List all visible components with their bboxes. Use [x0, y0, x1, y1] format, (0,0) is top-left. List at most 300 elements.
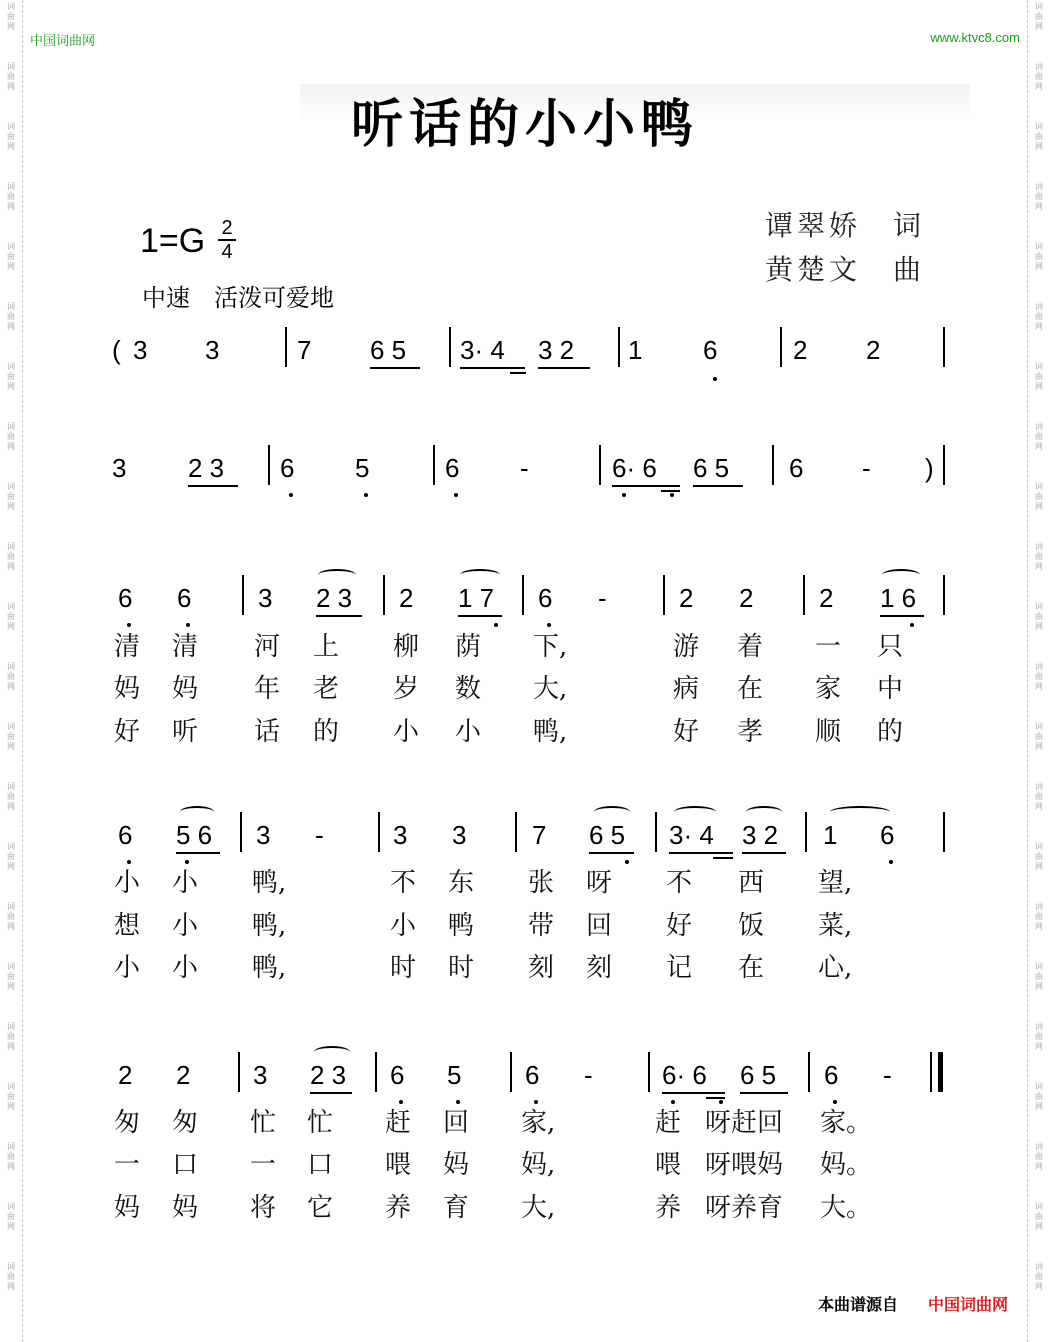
watermark-char: 曲 — [7, 432, 15, 441]
watermark-char: 网 — [1035, 442, 1043, 451]
watermark-char: 词 — [1035, 362, 1043, 371]
watermark-char: 网 — [1035, 382, 1043, 391]
watermark-char: 网 — [7, 1042, 15, 1051]
watermark-char: 网 — [1035, 1162, 1043, 1171]
lyric-syllable: 想 — [114, 911, 141, 941]
lyric-syllable: 回 — [586, 911, 613, 941]
underline-beam — [370, 367, 420, 369]
watermark-unit — [1035, 600, 1043, 660]
watermark-char: 网 — [7, 502, 15, 511]
time-signature — [218, 218, 236, 262]
note: 6 5 — [740, 1060, 777, 1090]
note: 6 — [703, 335, 718, 365]
watermark-unit — [1035, 1020, 1043, 1080]
watermark-unit — [7, 1020, 15, 1080]
watermark-char: 曲 — [1035, 1092, 1043, 1101]
lyric-syllable: 只 — [877, 632, 904, 662]
watermark-char: 曲 — [7, 912, 15, 921]
watermark-unit — [7, 360, 15, 420]
lyric-syllable: 它 — [307, 1193, 334, 1223]
watermark-char: 网 — [7, 922, 15, 931]
lyric-syllable: 记 — [666, 953, 693, 983]
watermark-char: 曲 — [7, 192, 15, 201]
watermark-char: 词 — [1035, 302, 1043, 311]
slur — [594, 806, 630, 818]
bar-line — [655, 812, 657, 852]
lyric-syllable: 妈, — [521, 1150, 556, 1180]
lyric-syllable: 心, — [818, 953, 853, 983]
watermark-unit — [7, 240, 15, 300]
watermark-char: 词 — [1035, 1142, 1043, 1151]
watermark-unit — [7, 1260, 15, 1320]
watermark-char: 曲 — [7, 312, 15, 321]
watermark-char: 曲 — [1035, 972, 1043, 981]
bar-line — [618, 327, 620, 367]
note: 6· 6 — [612, 453, 657, 483]
watermark-char: 词 — [7, 962, 15, 971]
lyric-syllable: 赶 — [385, 1108, 412, 1138]
bar-line — [803, 575, 805, 615]
note: 3· 4 — [460, 335, 505, 365]
watermark-char: 网 — [1035, 1282, 1043, 1291]
note: 6 — [280, 453, 295, 483]
bar-line — [449, 327, 451, 367]
underline-beam — [176, 852, 220, 854]
watermark-char: 词 — [7, 1082, 15, 1091]
watermark-char: 词 — [7, 542, 15, 551]
watermark-unit — [1035, 540, 1043, 600]
note: 1 — [628, 335, 643, 365]
watermark-unit — [7, 180, 15, 240]
underline-beam — [460, 367, 525, 369]
watermark-char: 网 — [1035, 22, 1043, 31]
lyric-syllable: 下, — [533, 632, 568, 662]
underline-beam — [589, 852, 634, 854]
watermark-char: 曲 — [7, 612, 15, 621]
watermark-char: 曲 — [7, 252, 15, 261]
note: - — [315, 820, 324, 850]
watermark-char: 词 — [1035, 242, 1043, 251]
watermark-char: 词 — [1035, 2, 1043, 11]
watermark-char: 词 — [1035, 842, 1043, 851]
note: - — [520, 453, 529, 483]
watermark-char: 网 — [1035, 202, 1043, 211]
watermark-unit — [7, 300, 15, 360]
watermark-char: 网 — [1035, 142, 1043, 151]
site-url[interactable]: www.ktvc8.com — [930, 30, 1020, 45]
slur — [318, 569, 356, 581]
octave-dot-low — [833, 1100, 837, 1104]
watermark-unit — [1035, 1260, 1043, 1320]
watermark-unit — [1035, 1080, 1043, 1140]
watermark-char: 曲 — [7, 132, 15, 141]
watermark-char: 网 — [7, 22, 15, 31]
watermark-char: 网 — [7, 142, 15, 151]
watermark-char: 曲 — [7, 372, 15, 381]
lyric-syllable: 妈 — [114, 1193, 141, 1223]
lyric-syllable: 妈 — [114, 674, 141, 704]
watermark-char: 曲 — [1035, 132, 1043, 141]
octave-dot-low — [185, 860, 189, 864]
lyric-syllable: 赶 — [655, 1108, 682, 1138]
watermark-char: 曲 — [1035, 672, 1043, 681]
tempo-marking: 中速 活泼可爱地 — [142, 284, 334, 312]
octave-dot-low — [364, 493, 368, 497]
watermark-char: 网 — [1035, 1222, 1043, 1231]
underline-beam — [458, 615, 502, 617]
lyric-syllable: 呀 — [586, 868, 613, 898]
octave-dot-low — [671, 1100, 675, 1104]
watermark-char: 词 — [7, 422, 15, 431]
lyric-syllable: 好 — [114, 717, 141, 747]
note: 3 — [256, 820, 271, 850]
watermark-char: 词 — [1035, 902, 1043, 911]
note: 6 — [118, 820, 133, 850]
watermark-unit — [7, 660, 15, 720]
note: 2 — [176, 1060, 191, 1090]
octave-dot-low — [713, 377, 717, 381]
lyric-syllable: 东 — [448, 868, 475, 898]
lyric-syllable: 养 — [655, 1193, 682, 1223]
lyric-syllable: 话 — [254, 717, 281, 747]
octave-dot-low — [454, 493, 458, 497]
lyric-syllable: 小 — [114, 953, 141, 983]
octave-dot-low — [622, 493, 626, 497]
watermark-char: 词 — [7, 122, 15, 131]
watermark-char: 网 — [1035, 682, 1043, 691]
lyric-syllable: 着 — [737, 632, 764, 662]
lyric-syllable: 妈 — [443, 1150, 470, 1180]
watermark-unit — [1035, 780, 1043, 840]
bar-line — [240, 812, 242, 852]
note: 3· 4 — [669, 820, 714, 850]
lyric-syllable: 鸭, — [533, 717, 568, 747]
note: 6 — [177, 583, 192, 613]
bar-line — [433, 445, 435, 485]
watermark-char: 词 — [1035, 782, 1043, 791]
watermark-char: 曲 — [7, 1032, 15, 1041]
watermark-char: 词 — [7, 2, 15, 11]
lyric-syllable: 喂 — [385, 1150, 412, 1180]
watermark-unit — [1035, 300, 1043, 360]
lyricist-credit: 谭翠娇 词 — [765, 209, 926, 242]
lyric-syllable: 匆 — [114, 1108, 141, 1138]
watermark-char: 曲 — [1035, 312, 1043, 321]
watermark-unit — [1035, 660, 1043, 720]
watermark-char: 网 — [1035, 982, 1043, 991]
watermark-char: 网 — [1035, 1042, 1043, 1051]
note: - — [883, 1060, 892, 1090]
lyric-syllable: 在 — [738, 953, 765, 983]
watermark-char: 词 — [1035, 962, 1043, 971]
watermark-char: 曲 — [7, 792, 15, 801]
lyric-syllable: 家。 — [820, 1108, 873, 1138]
note: 6 — [525, 1060, 540, 1090]
watermark-char: 曲 — [1035, 612, 1043, 621]
watermark-char: 曲 — [7, 852, 15, 861]
watermark-char: 网 — [7, 562, 15, 571]
lyric-syllable: 不 — [390, 868, 417, 898]
lyric-syllable: 口 — [172, 1150, 199, 1180]
lyric-syllable: 一 — [815, 632, 842, 662]
watermark-char: 网 — [1035, 562, 1043, 571]
bar-line — [648, 1052, 650, 1092]
lyric-syllable: 岁 — [393, 674, 420, 704]
watermark-char: 曲 — [7, 972, 15, 981]
watermark-char: 词 — [7, 1202, 15, 1211]
octave-dot-low — [186, 623, 190, 627]
watermark-char: 词 — [7, 1262, 15, 1271]
lyric-syllable: 好 — [673, 717, 700, 747]
watermark-char: 网 — [1035, 862, 1043, 871]
underline-beam — [740, 1092, 788, 1094]
lyric-syllable: 老 — [313, 674, 340, 704]
lyric-syllable: 鸭 — [448, 911, 475, 941]
octave-dot-low — [289, 493, 293, 497]
watermark-char: 曲 — [1035, 492, 1043, 501]
bar-line — [805, 812, 807, 852]
watermark-char: 网 — [7, 1222, 15, 1231]
watermark-char: 网 — [1035, 922, 1043, 931]
lyric-syllable: 上 — [313, 632, 340, 662]
watermark-char: 词 — [7, 662, 15, 671]
final-bar-thick — [938, 1052, 943, 1092]
note: 2 3 — [316, 583, 353, 613]
watermark-char: 词 — [7, 902, 15, 911]
watermark-unit — [7, 1080, 15, 1140]
lyric-syllable: 回 — [443, 1108, 470, 1138]
note: ( — [112, 335, 121, 365]
left-watermark-strip — [0, 0, 22, 1342]
lyric-syllable: 病 — [673, 674, 700, 704]
octave-dot-low — [399, 1100, 403, 1104]
octave-dot-low — [127, 623, 131, 627]
watermark-char: 词 — [1035, 542, 1043, 551]
lyric-syllable: 小 — [172, 868, 199, 898]
slur — [180, 806, 214, 818]
bar-line — [238, 1052, 240, 1092]
watermark-char: 词 — [7, 482, 15, 491]
watermark-char: 网 — [7, 1162, 15, 1171]
underline-beam — [880, 615, 924, 617]
octave-dot-low — [670, 493, 674, 497]
slur — [882, 569, 920, 581]
note: 3 — [133, 335, 148, 365]
lyric-syllable: 游 — [673, 632, 700, 662]
watermark-char: 网 — [7, 622, 15, 631]
watermark-char: 词 — [1035, 662, 1043, 671]
bar-line — [943, 812, 945, 852]
note: - — [862, 453, 871, 483]
note: 2 — [679, 583, 694, 613]
note: 6 — [538, 583, 553, 613]
note: 2 — [739, 583, 754, 613]
watermark-char: 词 — [1035, 1082, 1043, 1091]
watermark-char: 词 — [1035, 482, 1043, 491]
note: 5 — [447, 1060, 462, 1090]
time-signature-bottom: 4 — [221, 241, 233, 263]
note: 6 — [118, 583, 133, 613]
watermark-char: 网 — [1035, 82, 1043, 91]
lyric-syllable: 在 — [737, 674, 764, 704]
watermark-unit — [7, 960, 15, 1020]
octave-dot-low — [127, 860, 131, 864]
watermark-unit — [1035, 180, 1043, 240]
slur — [314, 1046, 350, 1058]
lyric-syllable: 将 — [250, 1193, 277, 1223]
bar-line — [943, 327, 945, 367]
slur — [674, 806, 716, 818]
lyric-syllable: 呀养育 — [705, 1193, 784, 1223]
underline-beam — [669, 852, 733, 854]
lyric-syllable: 口 — [307, 1150, 334, 1180]
lyric-syllable: 年 — [254, 674, 281, 704]
note: 7 — [532, 820, 547, 850]
watermark-unit — [7, 840, 15, 900]
note: 6 — [445, 453, 460, 483]
watermark-char: 网 — [7, 1102, 15, 1111]
bar-line — [268, 445, 270, 485]
watermark-char: 词 — [1035, 1262, 1043, 1271]
watermark-char: 词 — [7, 722, 15, 731]
watermark-unit — [7, 1140, 15, 1200]
watermark-char: 曲 — [1035, 1272, 1043, 1281]
lyric-syllable: 妈 — [172, 674, 199, 704]
song-title: 听话的小小鸭 — [350, 94, 699, 155]
watermark-char: 曲 — [7, 1212, 15, 1221]
watermark-char: 词 — [7, 242, 15, 251]
watermark-unit — [7, 1200, 15, 1260]
watermark-char: 网 — [7, 322, 15, 331]
bar-line — [663, 575, 665, 615]
watermark-unit — [1035, 480, 1043, 540]
watermark-char: 词 — [7, 62, 15, 71]
watermark-char: 词 — [1035, 62, 1043, 71]
underline-beam-double — [510, 372, 526, 374]
watermark-char: 词 — [1035, 122, 1043, 131]
watermark-unit — [1035, 420, 1043, 480]
watermark-char: 曲 — [1035, 1032, 1043, 1041]
note: 5 6 — [176, 820, 213, 850]
lyric-syllable: 孝 — [737, 717, 764, 747]
octave-dot-low — [625, 860, 629, 864]
watermark-char: 词 — [1035, 722, 1043, 731]
note: 3 — [393, 820, 408, 850]
watermark-char: 网 — [7, 1282, 15, 1291]
watermark-unit — [7, 540, 15, 600]
octave-dot-low — [534, 1100, 538, 1104]
lyric-syllable: 西 — [738, 868, 765, 898]
slur — [830, 806, 890, 818]
lyric-syllable: 好 — [666, 911, 693, 941]
lyric-syllable: 小 — [393, 717, 420, 747]
footer-source-label: 本曲谱源自 — [818, 1295, 899, 1314]
bar-line — [378, 812, 380, 852]
watermark-char: 词 — [7, 1022, 15, 1031]
lyric-syllable: 忙 — [307, 1108, 334, 1138]
underline-beam-double — [706, 1097, 725, 1099]
lyric-syllable: 的 — [313, 717, 340, 747]
site-name[interactable]: 中国词曲网 — [30, 34, 96, 49]
lyric-syllable: 刻 — [528, 953, 555, 983]
right-dashed-border — [1027, 0, 1028, 1342]
note: 6· 6 — [662, 1060, 707, 1090]
lyric-syllable: 清 — [172, 632, 199, 662]
watermark-char: 曲 — [1035, 192, 1043, 201]
watermark-char: 网 — [7, 82, 15, 91]
lyric-syllable: 大, — [533, 674, 568, 704]
watermark-char: 词 — [1035, 1202, 1043, 1211]
watermark-char: 网 — [7, 862, 15, 871]
watermark-char: 词 — [7, 842, 15, 851]
watermark-unit — [1035, 360, 1043, 420]
watermark-unit — [7, 0, 15, 60]
lyric-syllable: 喂 — [655, 1150, 682, 1180]
lyric-syllable: 呀赶回 — [705, 1108, 784, 1138]
underline-beam — [538, 367, 590, 369]
lyric-syllable: 鸭, — [252, 868, 287, 898]
watermark-char: 词 — [7, 302, 15, 311]
underline-beam-double — [713, 857, 733, 859]
watermark-char: 网 — [1035, 262, 1043, 271]
watermark-char: 曲 — [1035, 252, 1043, 261]
note: 3 2 — [538, 335, 575, 365]
watermark-char: 词 — [1035, 602, 1043, 611]
lyric-syllable: 养 — [385, 1193, 412, 1223]
watermark-char: 曲 — [7, 672, 15, 681]
watermark-char: 曲 — [1035, 1212, 1043, 1221]
octave-dot-low — [456, 1100, 460, 1104]
lyric-syllable: 一 — [114, 1150, 141, 1180]
watermark-unit — [1035, 1140, 1043, 1200]
bar-line — [522, 575, 524, 615]
underline-beam — [316, 615, 362, 617]
footer-source-site[interactable]: 中国词曲网 — [928, 1295, 1009, 1314]
watermark-char: 曲 — [1035, 552, 1043, 561]
lyric-syllable: 匆 — [172, 1108, 199, 1138]
watermark-char: 网 — [7, 202, 15, 211]
watermark-unit — [7, 480, 15, 540]
watermark-unit — [1035, 960, 1043, 1020]
note: 1 — [823, 820, 838, 850]
octave-dot-low — [494, 623, 498, 627]
octave-dot-low — [889, 860, 893, 864]
lyric-syllable: 小 — [172, 911, 199, 941]
bar-line — [943, 575, 945, 615]
composer-credit: 黄楚文 曲 — [765, 253, 926, 286]
bar-line — [510, 1052, 512, 1092]
watermark-char: 曲 — [7, 1152, 15, 1161]
lyric-syllable: 时 — [390, 953, 417, 983]
lyric-syllable: 带 — [528, 911, 555, 941]
bar-line — [780, 327, 782, 367]
final-bar-thin — [930, 1052, 932, 1092]
lyric-syllable: 清 — [114, 632, 141, 662]
watermark-char: 网 — [7, 982, 15, 991]
watermark-unit — [1035, 0, 1043, 60]
watermark-unit — [7, 600, 15, 660]
note: - — [584, 1060, 593, 1090]
note: 6 — [390, 1060, 405, 1090]
lyric-syllable: 家 — [815, 674, 842, 704]
watermark-char: 曲 — [1035, 72, 1043, 81]
note: - — [598, 583, 607, 613]
note: 6 — [880, 820, 895, 850]
note: 1 6 — [880, 583, 917, 613]
watermark-char: 网 — [7, 742, 15, 751]
note: 2 — [819, 583, 834, 613]
note: 2 3 — [188, 453, 225, 483]
